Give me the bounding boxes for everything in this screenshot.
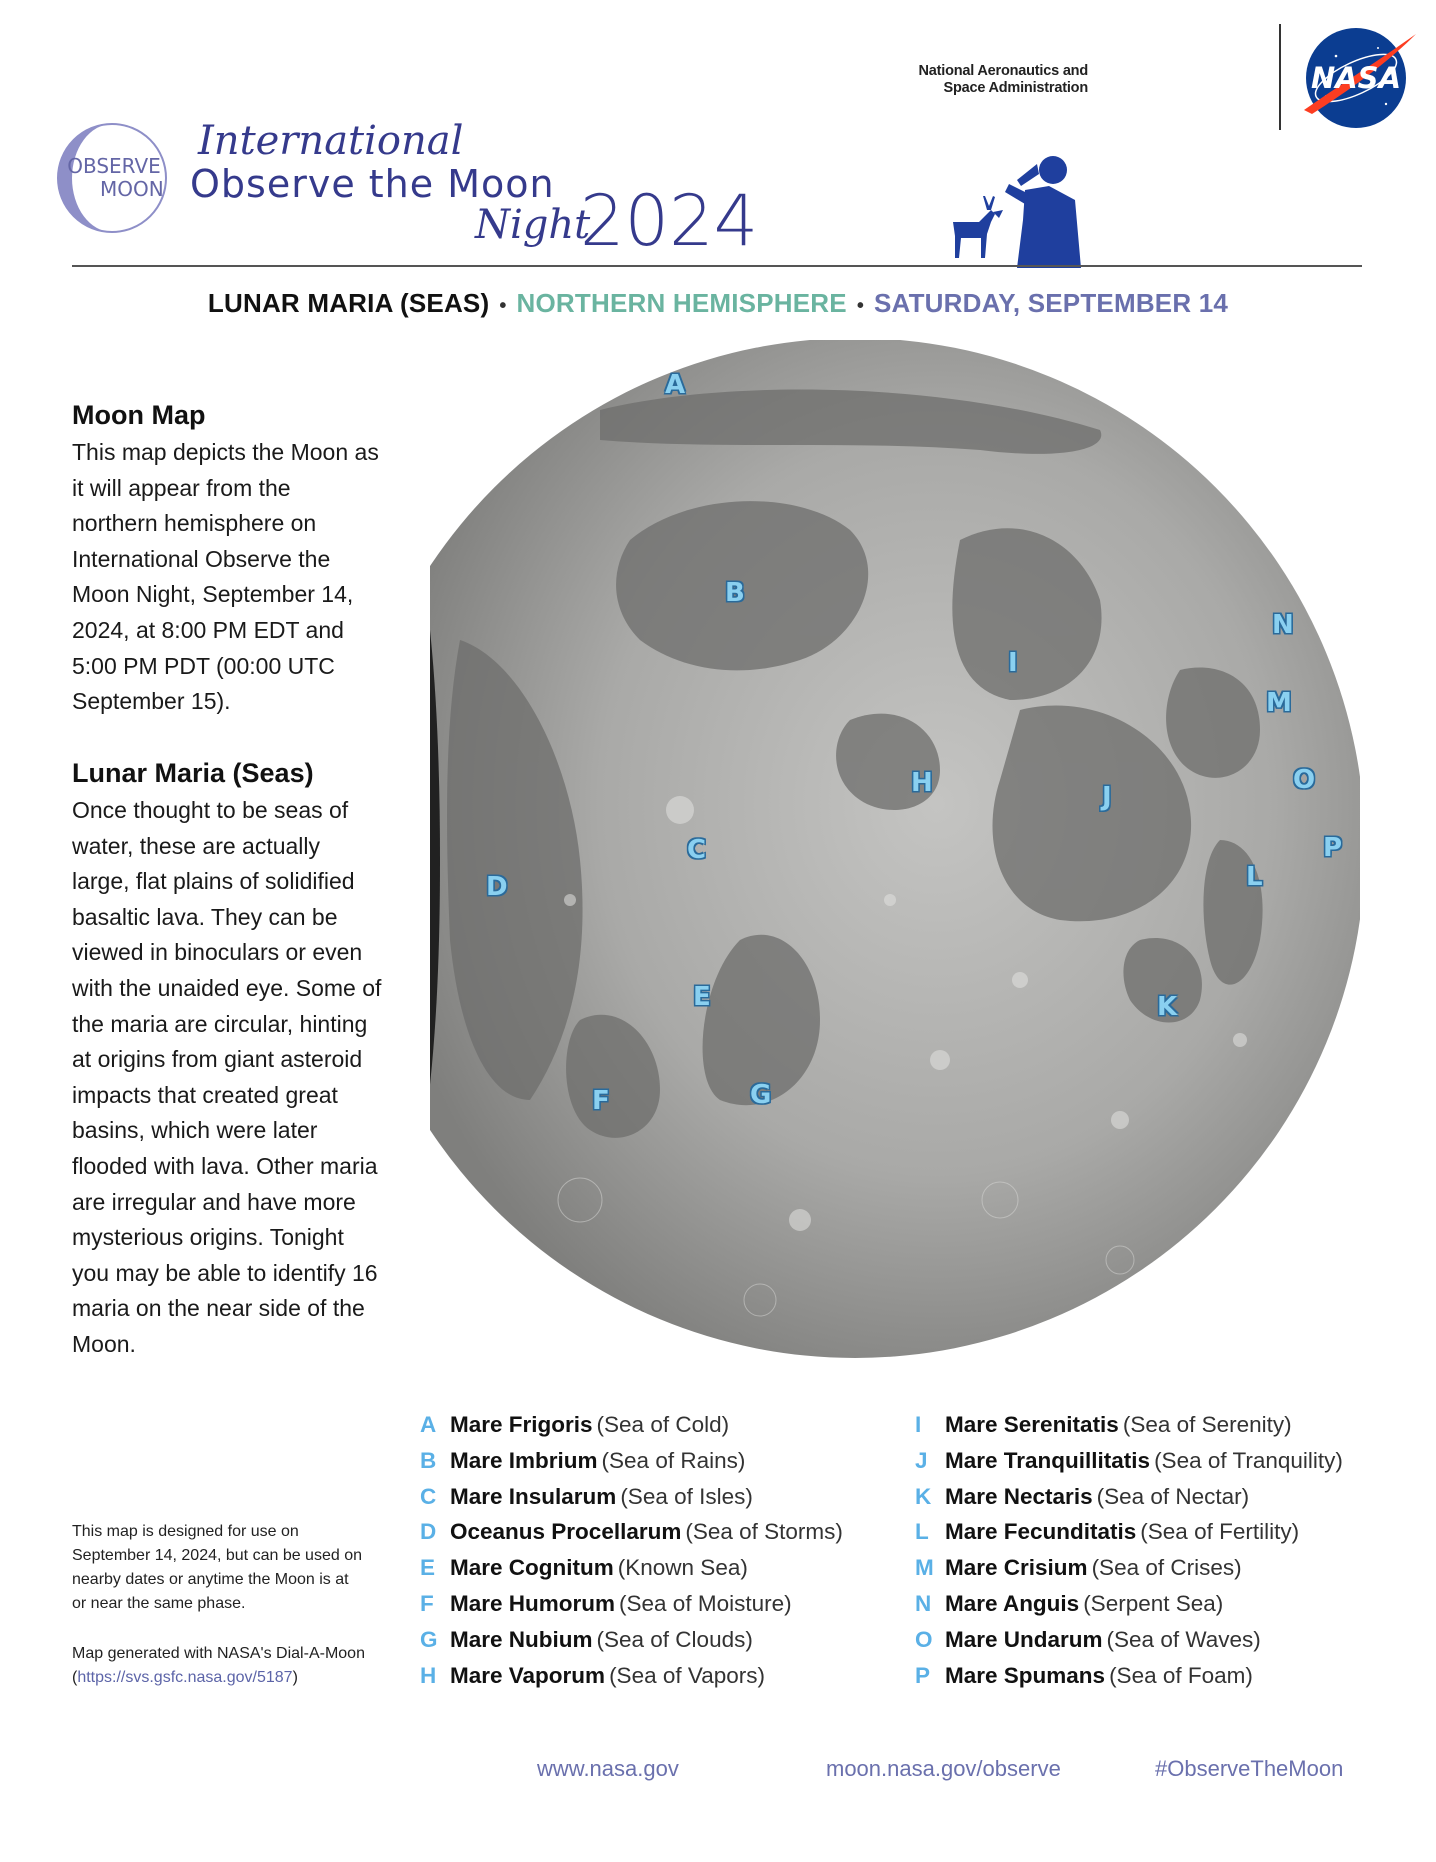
- moon-map-text: This map depicts the Moon as it will appear from the northern hemisphere on International Observe the Moon Night, September 14, 2024, at 8:00 PM EDT and 5:00 PM PDT (00:00 UTC September 15).: [72, 439, 379, 715]
- map-label-l: L: [1246, 862, 1263, 892]
- legend-translation: (Sea of Nectar): [1096, 1483, 1250, 1509]
- subtitle-separator-1: •: [499, 295, 507, 317]
- legend-letter: A: [420, 1412, 437, 1437]
- legend-name: Oceanus Procellarum: [450, 1519, 682, 1545]
- legend-name: Mare Crisium: [945, 1555, 1088, 1581]
- legend-right-column: [915, 1407, 1343, 1693]
- legend-translation: (Sea of Storms): [685, 1519, 843, 1545]
- legend-item: [420, 1586, 843, 1622]
- legend-item: [420, 1622, 843, 1658]
- map-label-d: D: [486, 872, 508, 902]
- legend-translation: (Sea of Fertility): [1140, 1519, 1300, 1545]
- legend-letter: K: [915, 1483, 932, 1509]
- map-label-h: H: [911, 768, 933, 798]
- legend-translation: (Sea of Foam): [1109, 1662, 1253, 1688]
- legend-item: [915, 1658, 1343, 1694]
- nasa-logo-text: NASA: [1310, 61, 1402, 95]
- generated-note-paren-close: ): [292, 1669, 298, 1686]
- legend-translation: (Known Sea): [617, 1555, 748, 1581]
- legend-item: [420, 1514, 843, 1550]
- footer-link-observe[interactable]: moon.nasa.gov/observe: [826, 1756, 1061, 1781]
- legend-name: Mare Frigoris: [450, 1412, 593, 1437]
- legend-translation: (Sea of Cold): [596, 1412, 730, 1437]
- legend-letter: D: [420, 1519, 437, 1545]
- legend-item: [420, 1658, 843, 1694]
- generated-note-text: [72, 1642, 372, 1690]
- legend-translation: (Sea of Moisture): [619, 1590, 792, 1616]
- generated-note-paren-open: (: [72, 1669, 78, 1686]
- subtitle-hemisphere: NORTHERN HEMISPHERE: [516, 288, 847, 318]
- otm-logo-line1: OBSERVE: [67, 154, 161, 178]
- lunar-maria-text: Once thought to be seas of water, these are actually large, flat plains of solidified basaltic lava. They can be viewed in binoculars or even with the unaided eye. Some of the maria are circular, hinting at origins from giant asteroid impacts that created great basins, which were later flooded with lava. Other maria are irregular and have more mysterious origins. Tonight you may be able to identify 16 maria on the near side of the Moon.: [72, 797, 382, 1357]
- legend-item: [915, 1586, 1343, 1622]
- nasa-logo-icon: [1298, 26, 1418, 130]
- title-international: International: [198, 118, 464, 164]
- map-label-f: F: [592, 1086, 610, 1116]
- deer-and-person-silhouette-icon: [925, 150, 1095, 268]
- dial-a-moon-link[interactable]: https://svs.gsfc.nasa.gov/5187: [77, 1669, 293, 1686]
- map-label-e: E: [693, 982, 711, 1012]
- legend-letter: H: [420, 1662, 437, 1688]
- legend-letter: P: [915, 1662, 931, 1688]
- usage-note-text: This map is designed for use on September 14, 2024, but can be used on nearby dates or anytime the Moon is at or near the same phase.: [72, 1523, 362, 1612]
- legend-name: Mare Fecunditatis: [945, 1519, 1137, 1545]
- legend-name: Mare Tranquillitatis: [945, 1447, 1151, 1473]
- legend-letter: B: [420, 1447, 437, 1473]
- legend-letter: M: [915, 1555, 934, 1581]
- legend-name: Mare Spumans: [945, 1662, 1106, 1688]
- subtitle-topic: LUNAR MARIA (SEAS): [207, 288, 490, 318]
- otm-logo-the: the: [76, 184, 99, 200]
- legend-letter: E: [420, 1555, 436, 1581]
- legend-item: [420, 1443, 843, 1479]
- subtitle-separator-2: •: [856, 295, 865, 317]
- legend-letter: I: [915, 1412, 922, 1437]
- title-night: Night: [475, 202, 591, 248]
- legend-translation: (Serpent Sea): [1083, 1590, 1224, 1616]
- legend-translation: (Sea of Waves): [1106, 1626, 1261, 1652]
- header-divider: [72, 265, 1362, 267]
- legend-item: [420, 1407, 843, 1443]
- generated-note: [72, 1642, 372, 1690]
- observe-the-moon-logo-icon: [56, 122, 168, 234]
- legend-name: Mare Insularum: [450, 1483, 617, 1509]
- map-label-b: B: [725, 578, 745, 608]
- legend-name: Mare Serenitatis: [945, 1412, 1119, 1437]
- nasa-name-line2: Space Administration: [943, 80, 1088, 96]
- legend-letter: N: [915, 1590, 932, 1616]
- legend-name: Mare Nubium: [450, 1626, 593, 1652]
- legend-letter: G: [420, 1626, 438, 1652]
- otm-logo-line2: MOON: [100, 177, 164, 201]
- footer-hashtag[interactable]: #ObserveTheMoon: [1155, 1756, 1344, 1781]
- map-label-j: J: [1102, 782, 1112, 812]
- map-label-o: O: [1293, 765, 1316, 795]
- title-year: 2024: [580, 180, 759, 262]
- legend-name: Mare Vaporum: [450, 1662, 606, 1688]
- map-label-m: M: [1266, 688, 1292, 718]
- legend-translation: (Sea of Serenity): [1122, 1412, 1292, 1437]
- map-label-p: P: [1323, 833, 1343, 863]
- legend-item: [420, 1479, 843, 1515]
- legend-item: [915, 1443, 1343, 1479]
- nasa-name-line1: National Aeronautics and: [918, 63, 1088, 79]
- legend-name: Mare Imbrium: [450, 1447, 598, 1473]
- legend-translation: (Sea of Vapors): [609, 1662, 765, 1688]
- moon-map-section: [72, 400, 382, 720]
- nasa-agency-name: [919, 63, 1089, 97]
- map-label-n: N: [1272, 610, 1294, 640]
- generated-note-prefix: Map generated with NASA's Dial-A-Moon: [72, 1645, 365, 1662]
- moon-map-heading: Moon Map: [72, 400, 206, 430]
- legend-item: [915, 1550, 1343, 1586]
- legend-translation: (Sea of Clouds): [596, 1626, 753, 1652]
- map-label-k: K: [1157, 992, 1178, 1022]
- legend-item: [915, 1622, 1343, 1658]
- legend-name: Mare Anguis: [945, 1590, 1080, 1616]
- header-vertical-divider: [1279, 24, 1281, 130]
- legend-name: Mare Cognitum: [450, 1555, 614, 1581]
- legend-letter: F: [420, 1590, 434, 1616]
- legend-translation: (Sea of Rains): [601, 1447, 746, 1473]
- map-label-i: I: [1008, 648, 1018, 678]
- lunar-maria-heading: Lunar Maria (Seas): [72, 758, 314, 788]
- map-label-g: G: [750, 1080, 772, 1110]
- legend-item: [420, 1550, 843, 1586]
- footer-link-nasa[interactable]: www.nasa.gov: [537, 1756, 679, 1781]
- legend-letter: C: [420, 1483, 437, 1509]
- title-observe-the-moon: Observe the Moon: [190, 162, 555, 206]
- map-label-c: C: [687, 835, 707, 865]
- legend-letter: J: [915, 1447, 928, 1473]
- legend-item: [915, 1479, 1343, 1515]
- legend-letter: O: [915, 1626, 933, 1652]
- legend-item: [915, 1514, 1343, 1550]
- moon-map: [420, 340, 1360, 1370]
- map-label-a: A: [665, 370, 686, 400]
- legend-item: [915, 1407, 1343, 1443]
- usage-note: [72, 1520, 362, 1616]
- legend-name: Mare Undarum: [945, 1626, 1103, 1652]
- subtitle-date: SATURDAY, SEPTEMBER 14: [874, 288, 1229, 318]
- legend-translation: (Sea of Isles): [620, 1483, 753, 1509]
- legend-translation: (Sea of Crises): [1091, 1555, 1242, 1581]
- legend-letter: L: [915, 1519, 929, 1545]
- legend-name: Mare Nectaris: [945, 1483, 1093, 1509]
- legend-name: Mare Humorum: [450, 1590, 616, 1616]
- lunar-maria-section: [72, 758, 382, 1363]
- moon-image: [420, 340, 1360, 1370]
- page-subtitle: [0, 288, 1436, 319]
- legend-left-column: [420, 1407, 843, 1693]
- legend-translation: (Sea of Tranquility): [1154, 1447, 1343, 1473]
